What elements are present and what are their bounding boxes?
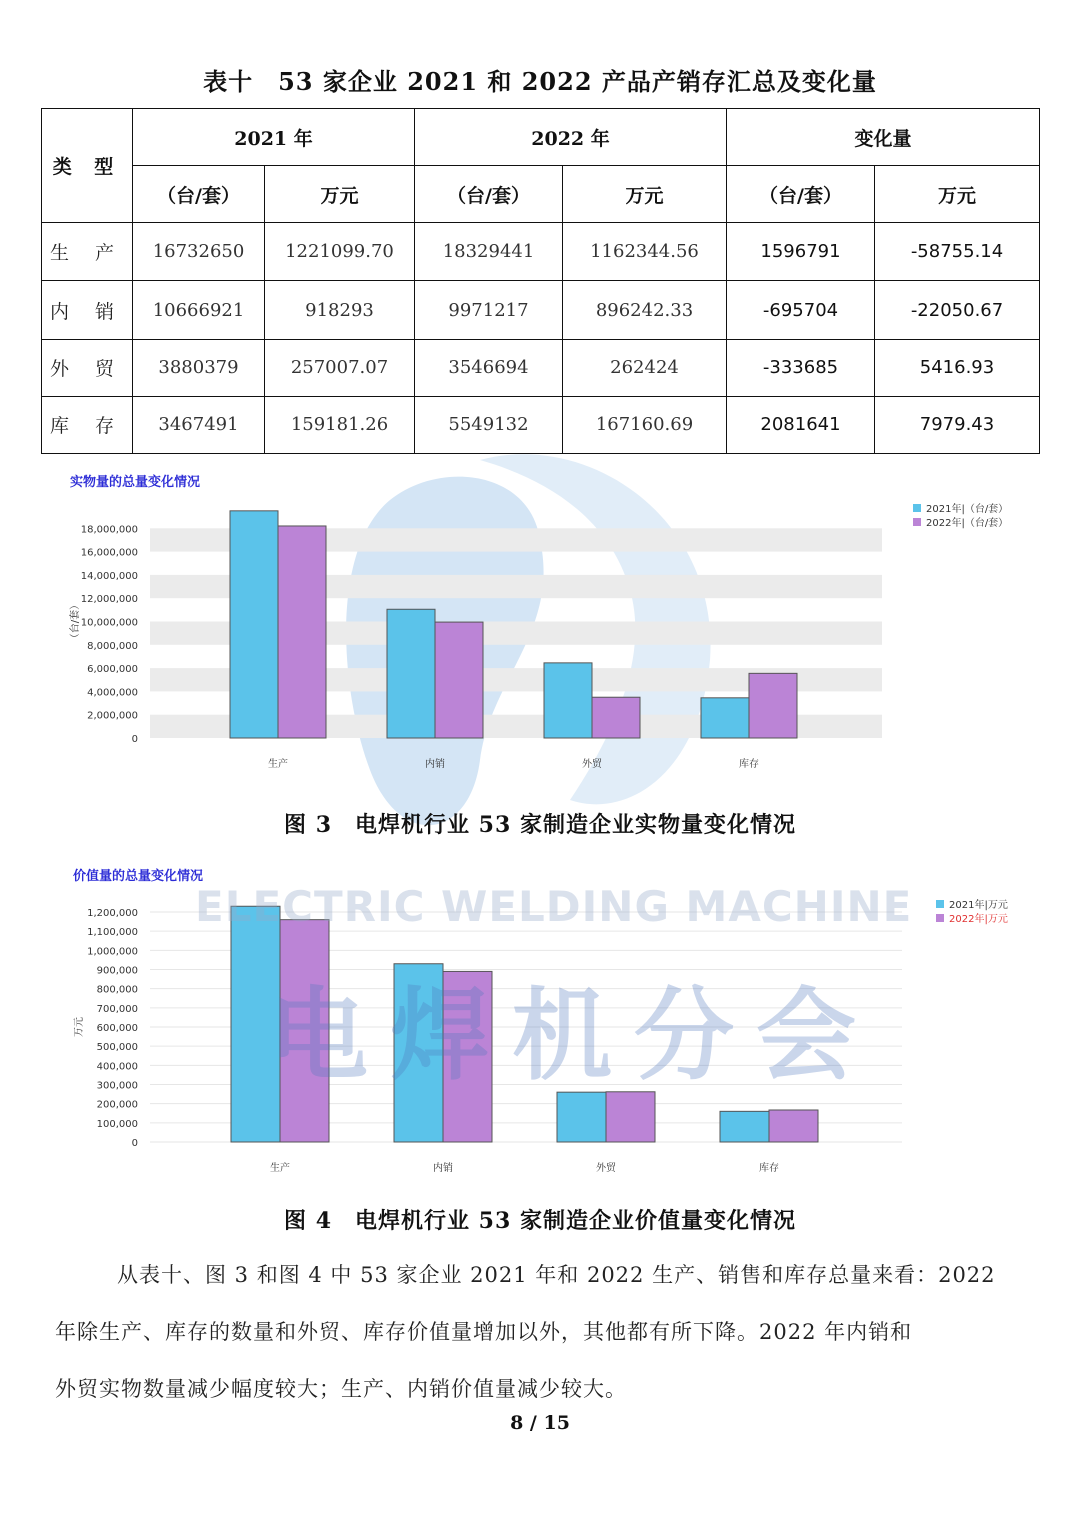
table-cell: -22050.67	[875, 281, 1040, 339]
y-axis-label: 万元	[74, 1017, 85, 1037]
sub-header: （台/套）	[133, 166, 265, 223]
bar-2022	[749, 673, 797, 738]
x-tick-label: 库存	[739, 759, 759, 770]
table-cell: 5416.93	[875, 339, 1040, 396]
y-tick-label: 200,000	[96, 1099, 138, 1111]
y-tick-label: 12,000,000	[80, 594, 138, 606]
bar-2022	[435, 622, 483, 738]
group-header-2021: 2021 年	[133, 109, 415, 166]
y-tick-label: 500,000	[96, 1042, 138, 1054]
quantity-bar-chart	[40, 490, 1040, 780]
legend-swatch	[936, 914, 944, 922]
table-row	[42, 223, 1040, 281]
summary-table	[41, 108, 1040, 454]
sub-header: 万元	[563, 166, 727, 223]
legend-swatch	[936, 900, 944, 908]
row-label: 内 销	[42, 281, 133, 339]
watermark-english: ELECTRIC WELDING MACHINE	[195, 882, 913, 931]
bar-2021	[557, 1092, 606, 1142]
legend-label: 2021年|万元	[949, 900, 1008, 911]
table-cell: 18329441	[415, 223, 563, 281]
y-tick-label: 300,000	[96, 1080, 138, 1092]
x-tick-label: 生产	[268, 759, 288, 770]
y-tick-label: 0	[131, 1138, 138, 1149]
y-tick-label: 1,200,000	[87, 908, 138, 919]
table-cell: 3880379	[133, 339, 265, 396]
bar-2022	[278, 526, 326, 738]
table-cell: -695704	[727, 281, 875, 339]
table-cell: 896242.33	[563, 281, 727, 339]
y-tick-label: 100,000	[96, 1118, 138, 1130]
figure4-caption: 图 4 电焊机行业 53 家制造企业价值量变化情况	[284, 1208, 796, 1234]
table-cell: 3546694	[415, 339, 563, 396]
bar-2021	[720, 1111, 769, 1142]
table-cell: 1162344.56	[563, 223, 727, 281]
watermark-chinese: 电焊机分会	[268, 977, 878, 1094]
x-tick-label: 外贸	[596, 1163, 616, 1174]
row-label: 库 存	[42, 396, 133, 453]
table-cell: 1221099.70	[265, 223, 415, 281]
x-tick-label: 内销	[425, 759, 445, 770]
row-label: 生 产	[42, 223, 133, 281]
table-cell: 257007.07	[265, 339, 415, 396]
x-tick-label: 内销	[433, 1163, 453, 1174]
x-tick-label: 外贸	[582, 759, 602, 770]
table-cell: 9971217	[415, 281, 563, 339]
table-cell: 2081641	[727, 396, 875, 453]
paragraph-line: 外贸实物数量减少幅度较大；生产、内销价值量减少较大。	[55, 1377, 627, 1401]
table-cell: 5549132	[415, 396, 563, 453]
y-tick-label: 0	[131, 734, 138, 745]
bar-2022	[769, 1110, 818, 1142]
table-cell: 167160.69	[563, 396, 727, 453]
table-row	[42, 396, 1040, 453]
table-cell: 16732650	[133, 223, 265, 281]
y-tick-label: 10,000,000	[80, 617, 138, 629]
legend-label: 2021年|（台/套）	[926, 504, 1009, 515]
group-header-2022: 2022 年	[415, 109, 727, 166]
figure3-caption: 图 3 电焊机行业 53 家制造企业实物量变化情况	[284, 812, 796, 838]
table-cell: 1596791	[727, 223, 875, 281]
bar-2021	[701, 698, 749, 738]
group-header-change: 变化量	[727, 109, 1040, 166]
table-cell: 159181.26	[265, 396, 415, 453]
sub-header: （台/套）	[727, 166, 875, 223]
sub-header: （台/套）	[415, 166, 563, 223]
sub-header: 万元	[875, 166, 1040, 223]
bar-2022	[592, 697, 640, 738]
bar-2022	[606, 1092, 655, 1142]
sub-header: 万元	[265, 166, 415, 223]
type-header: 类 型	[42, 109, 133, 223]
paragraph-line: 年除生产、库存的数量和外贸、库存价值量增加以外，其他都有所下降。2022 年内销和	[55, 1320, 913, 1344]
y-tick-label: 2,000,000	[87, 710, 138, 722]
y-tick-label: 16,000,000	[80, 547, 138, 559]
legend-label: 2022年|（台/套）	[926, 518, 1009, 529]
table-cell: 7979.43	[875, 396, 1040, 453]
row-label: 外 贸	[42, 339, 133, 396]
table-row	[42, 339, 1040, 396]
table-cell: 10666921	[133, 281, 265, 339]
y-tick-label: 1,100,000	[87, 927, 138, 939]
y-tick-label: 1,000,000	[87, 946, 138, 958]
y-tick-label: 800,000	[96, 984, 138, 996]
y-tick-label: 600,000	[96, 1023, 138, 1034]
page-number: 8 / 15	[510, 1412, 570, 1434]
y-tick-label: 900,000	[96, 965, 138, 977]
bar-2021	[230, 511, 278, 738]
table-cell: 3467491	[133, 396, 265, 453]
table-title: 表十 53 家企业 2021 和 2022 产品产销存汇总及变化量	[203, 67, 877, 96]
table-cell: -58755.14	[875, 223, 1040, 281]
chart-title-quantity: 实物量的总量变化情况	[70, 475, 201, 490]
table-row	[42, 281, 1040, 339]
x-tick-label: 库存	[759, 1163, 779, 1174]
table-cell: -333685	[727, 339, 875, 396]
chart-title-value: 价值量的总量变化情况	[73, 869, 204, 884]
legend-label: 2022年|万元	[949, 914, 1008, 925]
y-tick-label: 4,000,000	[87, 687, 138, 699]
paragraph-line: 从表十、图 3 和图 4 中 53 家企业 2021 年和 2022 生产、销售和库存总量来看：2022	[117, 1263, 996, 1287]
y-tick-label: 14,000,000	[80, 570, 138, 582]
y-tick-label: 18,000,000	[80, 524, 138, 536]
legend-swatch	[913, 518, 921, 526]
bar-2021	[387, 609, 435, 738]
bar-2021	[544, 663, 592, 738]
y-tick-label: 700,000	[96, 1003, 138, 1015]
table-cell: 262424	[563, 339, 727, 396]
y-axis-label: （台/套）	[70, 599, 81, 644]
y-tick-label: 400,000	[96, 1061, 138, 1073]
y-tick-label: 8,000,000	[87, 640, 138, 652]
table-cell: 918293	[265, 281, 415, 339]
y-tick-label: 6,000,000	[87, 664, 138, 676]
legend-swatch	[913, 504, 921, 512]
x-tick-label: 生产	[270, 1163, 290, 1174]
